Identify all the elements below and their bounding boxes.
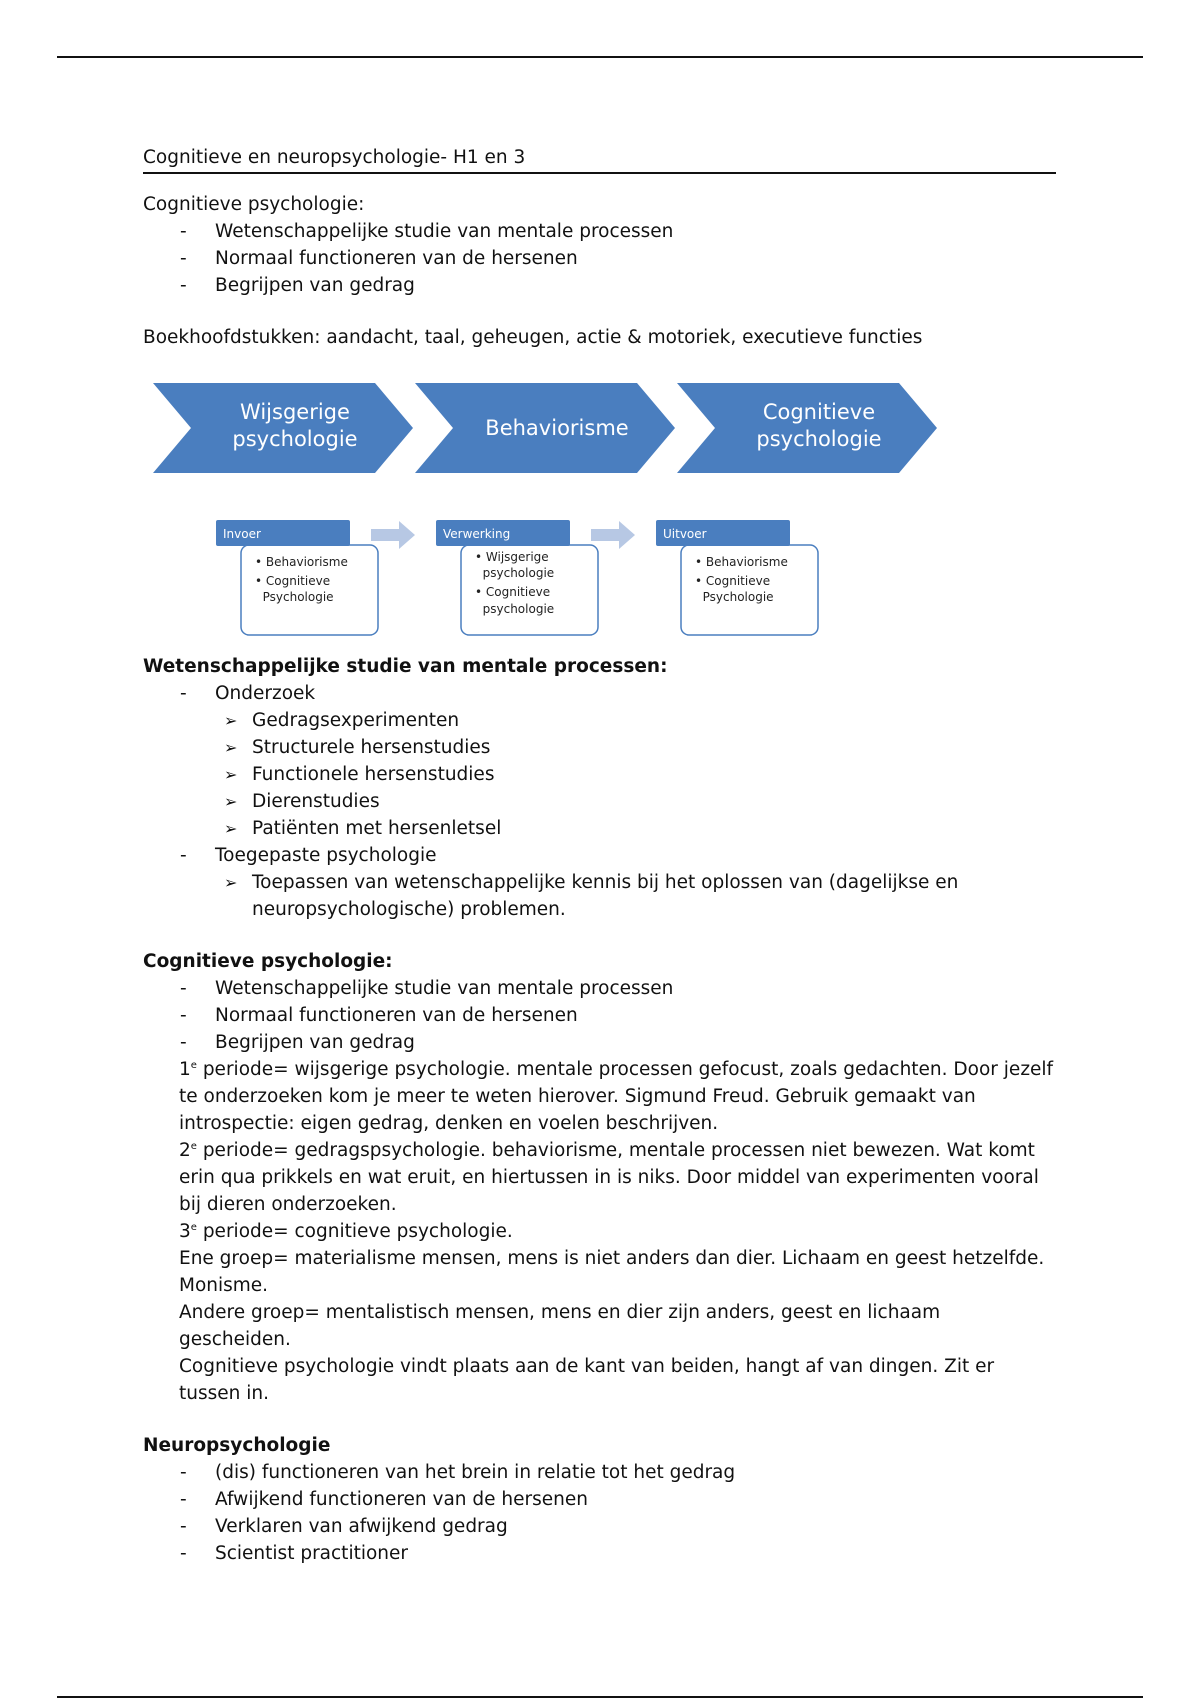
document-page [143,144,1056,1567]
intro-heading: Cognitieve psychologie: [143,194,365,215]
box-2-item: psychologie [475,602,555,616]
section2-heading: Cognitieve psychologie: [143,951,393,972]
box-2-item: • Wijsgerige [475,550,549,564]
chapters-line: Boekhoofdstukken: aandacht, taal, geheugen, actie & motoriek, executieve functies [143,327,923,348]
box-3-item: Psychologie [695,590,774,604]
applied-list [143,842,1056,869]
list-item [143,680,1056,707]
chevron-1-line2: psychologie [232,427,358,451]
period-num: 1 [179,1059,191,1080]
box-3-item: • Cognitieve [695,574,771,588]
group-1: Ene groep= materialisme mensen, mens is niet anders dan dier. Lichaam en geest hetzelfde. Monisme. [179,1248,1045,1296]
list-item: - Afwijkend functioneren van de hersenen [143,1486,1056,1513]
list-item: - (dis) functioneren van het brein in relatie tot het gedrag [143,1459,1056,1486]
section1-list [143,680,1056,707]
intro-list [143,218,1056,299]
box-2-item: • Cognitieve [475,585,551,599]
period-1 [179,1056,1056,1137]
section2-list [143,975,1056,1056]
arrow-bullet-icon: ➢ [224,819,238,838]
period-text: periode= cognitieve psychologie. [196,1221,513,1242]
list-item: - Scientist practitioner [143,1540,1056,1567]
period-sup: e [190,1221,197,1233]
box-1-item: • Cognitieve [255,574,331,588]
box-2-header-text: Verwerking [443,527,511,541]
box-1-header-text: Invoer [223,527,261,541]
period-num: 3 [179,1221,191,1242]
chevron-3-line1: Cognitieve [762,400,876,424]
list-item-text: Toepassen van wetenschappelijke kennis bij het oplossen van (dagelijkse en neuropsychologische) problemen. [252,872,959,920]
arrow-bullet-icon: ➢ [224,738,238,757]
arrow-bullet-icon: ➢ [224,765,238,784]
period-2 [179,1137,1056,1218]
arrow-bullet-icon: ➢ [224,711,238,730]
list-item: - Begrijpen van gedrag [143,1029,1056,1056]
flow-arrow-1 [371,521,415,549]
box-3-header-text: Uitvoer [663,527,707,541]
arrow-bullet-icon: ➢ [224,873,238,892]
group-2: Andere groep= mentalistisch mensen, mens en dier zijn anders, geest en lichaam gescheiden. [179,1302,941,1350]
header-rule [57,56,1143,58]
period-text: periode= wijsgerige psychologie. mentale processen gefocust, zoals gedachten. Door jezelf te onderzoeken kom je meer te weten hierover. Sigmund Freud. Gebruik gemaakt van introspectie: eigen gedrag, denken en voelen beschrijven. [179,1059,1054,1134]
period-num: 2 [179,1140,191,1161]
list-item [143,842,1056,869]
list-item [179,815,1056,842]
box-2-item: psychologie [475,566,555,580]
period-text: periode= gedragspsychologie. behaviorisme, mentale processen niet bewezen. Wat komt erin qua prikkels en wat eruit, en hiertussen in is niks. Door middel van experimenten vooral bij dieren onderzoeken. [179,1140,1039,1215]
section3-list [143,1459,1056,1567]
chevron-3-line2: psychologie [756,427,882,451]
chevron-1-line1: Wijsgerige [240,400,350,424]
list-item-text: Gedragsexperimenten [252,710,460,731]
periods-block [179,1056,1056,1407]
diagram-svg [143,373,1056,653]
list-item [179,707,1056,734]
arrow-bullet-icon: ➢ [224,792,238,811]
period-sup: e [190,1059,197,1071]
list-item: - Begrijpen van gedrag [143,272,1056,299]
list-item [179,869,1056,923]
flow-arrow-2 [591,521,635,549]
list-item-text: Dierenstudies [252,791,380,812]
list-item [179,734,1056,761]
list-item [179,788,1056,815]
list-item: - Verklaren van afwijkend gedrag [143,1513,1056,1540]
applied-sublist [179,869,1056,923]
list-item: - Wetenschappelijke studie van mentale processen [143,218,1056,245]
period-sup: e [190,1140,197,1152]
chevron-2-line1: Behaviorisme [485,416,629,440]
box-1-item: • Behaviorisme [255,555,348,569]
list-item: - Normaal functioneren van de hersenen [143,245,1056,272]
page-title: Cognitieve en neuropsychologie- H1 en 3 [143,144,1056,174]
list-item-text: Functionele hersenstudies [252,764,495,785]
list-item [179,761,1056,788]
process-diagram [143,373,1056,653]
conclusion: Cognitieve psychologie vindt plaats aan de kant van beiden, hangt af van dingen. Zit er tussen in. [179,1356,995,1404]
footer-rule [57,1696,1143,1698]
section1-heading: Wetenschappelijke studie van mentale processen: [143,656,668,677]
research-label: Onderzoek [215,683,316,704]
box-1-item: Psychologie [255,590,334,604]
box-3-item: • Behaviorisme [695,555,788,569]
list-item: - Wetenschappelijke studie van mentale processen [143,975,1056,1002]
period-3 [179,1218,1056,1245]
list-item-text: Patiënten met hersenletsel [252,818,502,839]
section3-heading: Neuropsychologie [143,1435,331,1456]
applied-label: Toegepaste psychologie [215,845,437,866]
list-item: - Normaal functioneren van de hersenen [143,1002,1056,1029]
research-list [179,707,1056,842]
list-item-text: Structurele hersenstudies [252,737,491,758]
